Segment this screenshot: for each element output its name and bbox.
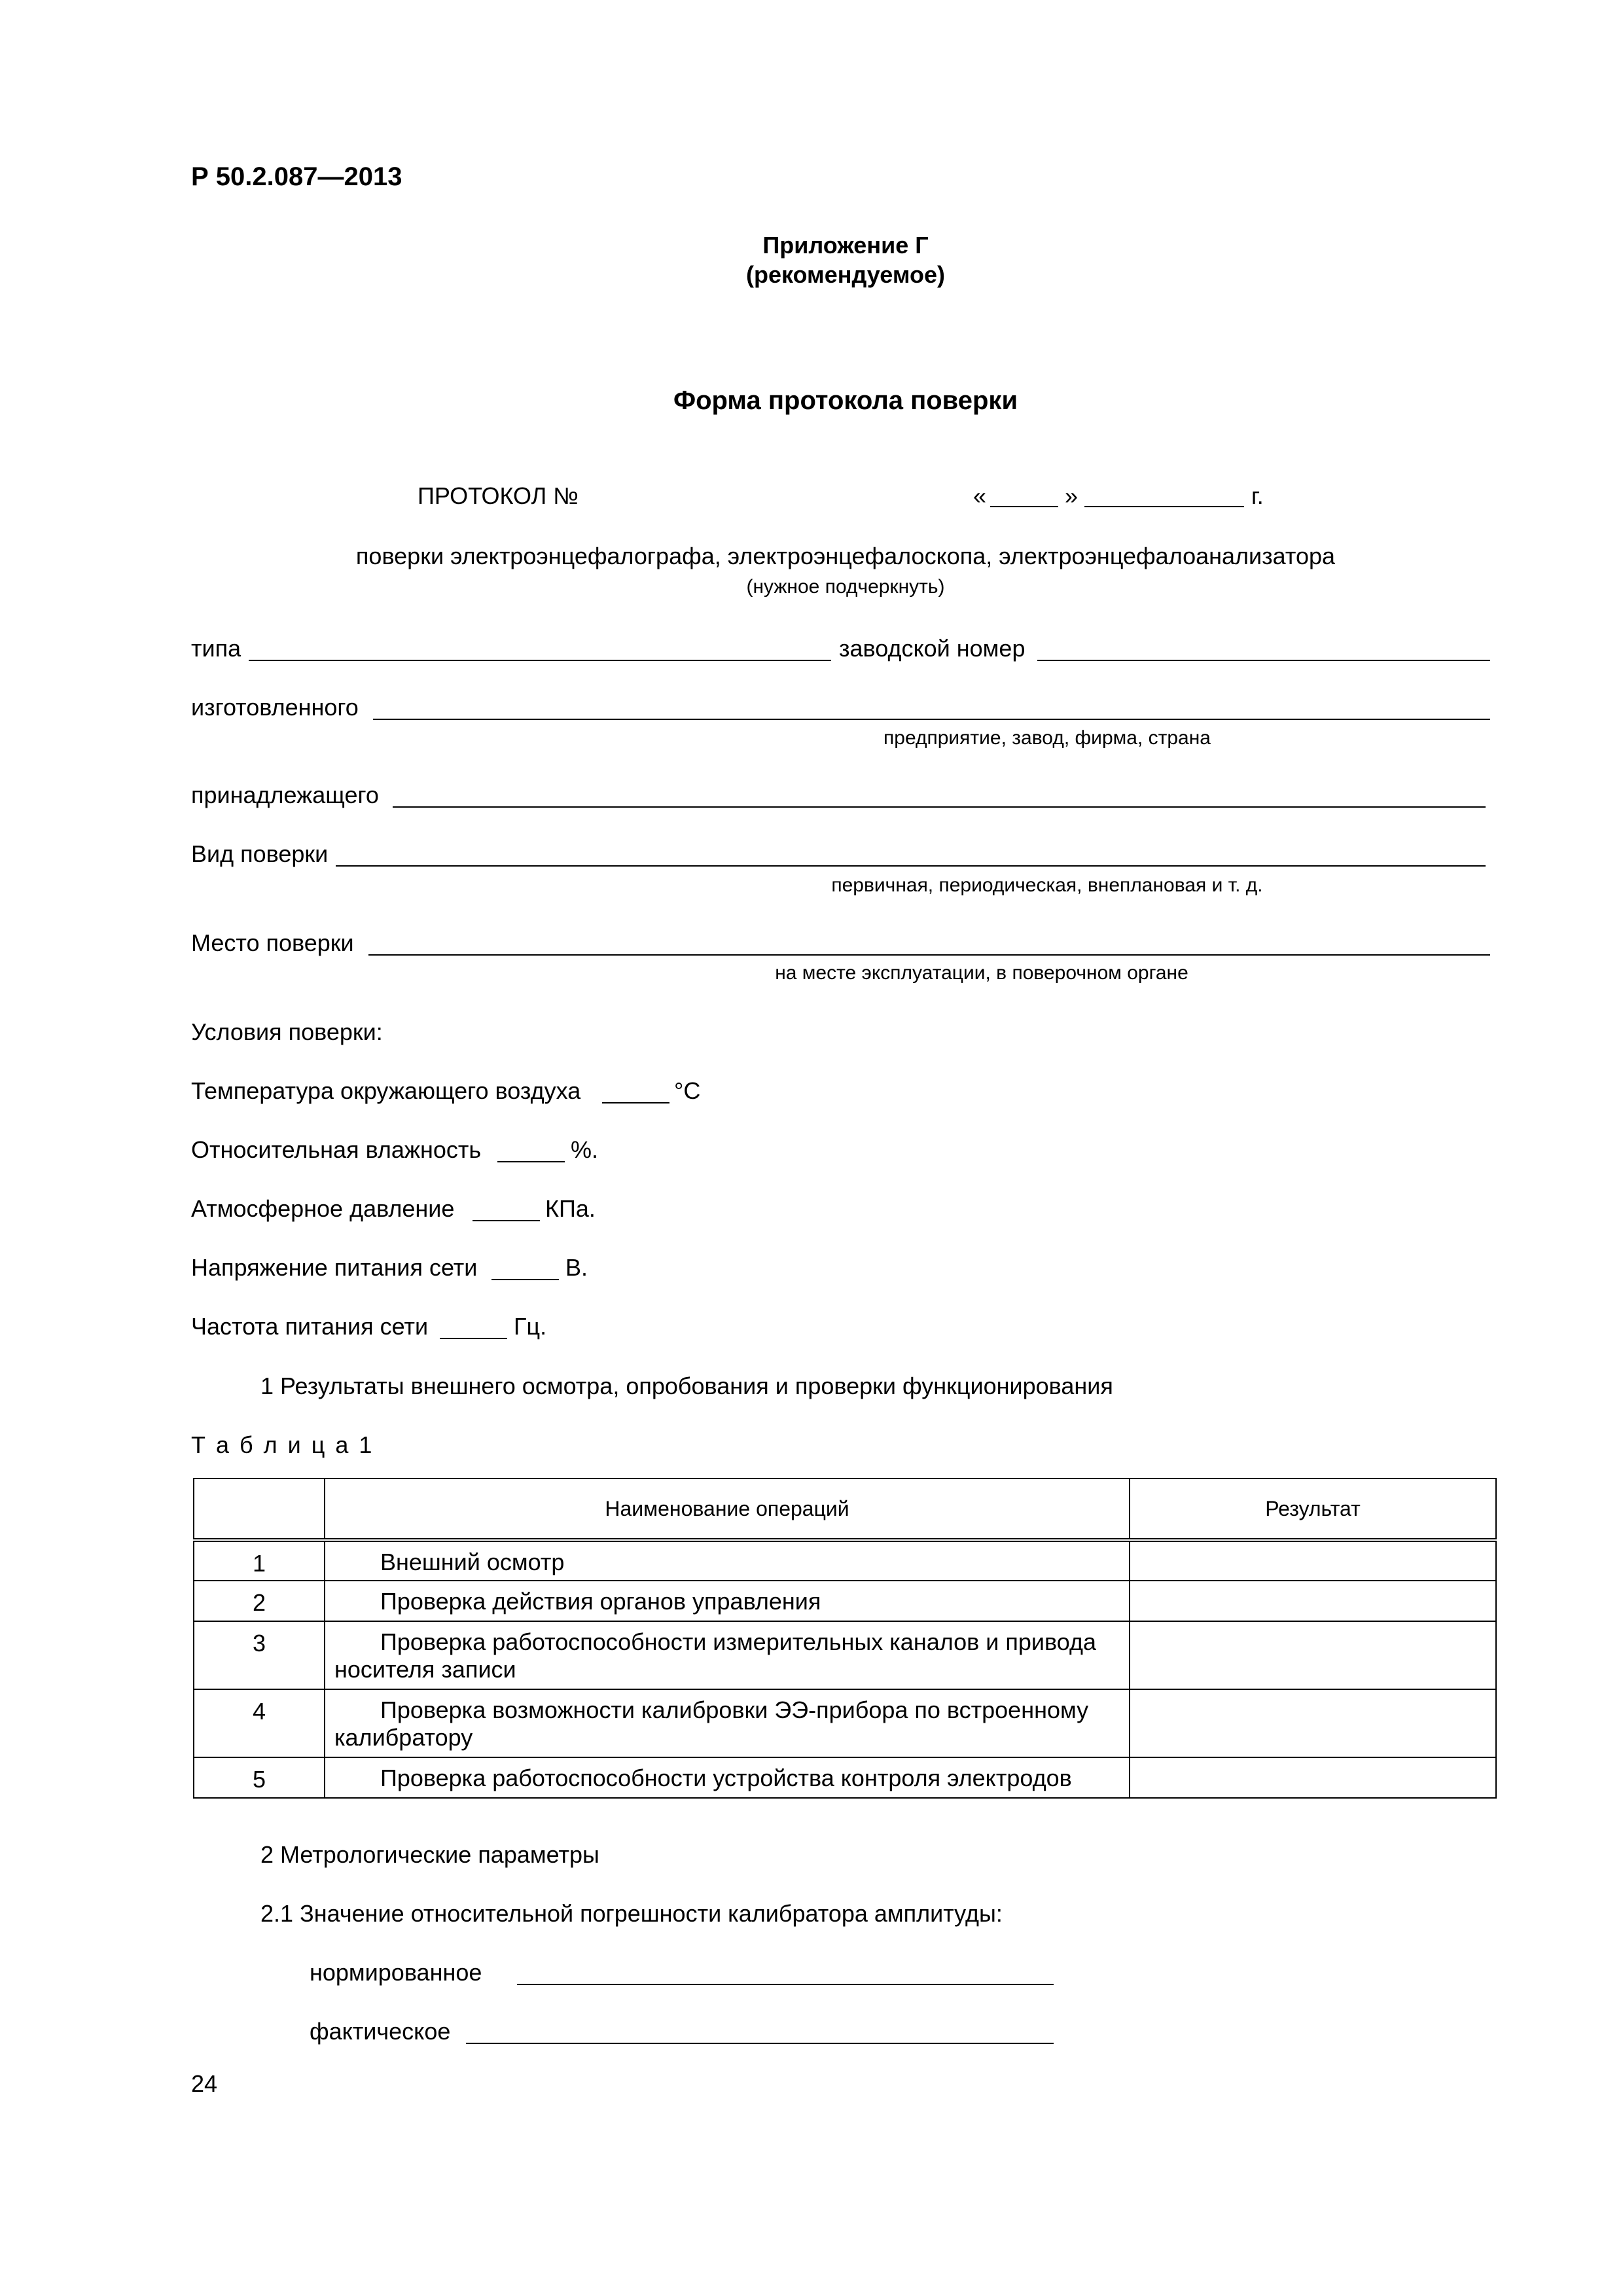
row-operation-text: Внешний осмотр <box>380 1549 565 1575</box>
pressure-label: Атмосферное давление <box>191 1195 455 1222</box>
place-hint: на месте эксплуатации, в поверочном органе <box>775 962 1188 984</box>
serial-line[interactable] <box>1037 660 1490 661</box>
row-operation-continuation: носителя записи <box>334 1656 516 1683</box>
manufactured-line[interactable] <box>373 719 1490 720</box>
date-close-quote: » <box>1065 482 1079 509</box>
place-line[interactable] <box>368 954 1490 956</box>
normalized-line[interactable] <box>517 1984 1054 1985</box>
temperature-line[interactable] <box>602 1102 669 1103</box>
form-title: Форма протокола поверки <box>673 386 1018 415</box>
row-number: 2 <box>194 1581 325 1621</box>
frequency-unit: Гц. <box>514 1313 547 1340</box>
row-result-cell[interactable] <box>1130 1621 1496 1689</box>
place-label: Место поверки <box>191 929 354 956</box>
row-result-cell[interactable] <box>1130 1540 1496 1581</box>
date-year-suffix: г. <box>1251 482 1264 509</box>
temperature-label: Температура окружающего воздуха <box>191 1077 581 1104</box>
conditions-heading: Условия поверки: <box>191 1018 383 1045</box>
row-operation-text: Проверка действия органов управления <box>380 1588 821 1615</box>
header-number <box>194 1479 325 1540</box>
pressure-unit: КПа. <box>545 1195 596 1222</box>
row-operation-text: Проверка возможности калибровки ЭЭ-прибора по встроенному <box>380 1696 1089 1723</box>
table-1-caption: Т а б л и ц а 1 <box>191 1431 374 1458</box>
manufactured-hint: предприятие, завод, фирма, страна <box>883 727 1211 749</box>
actual-line[interactable] <box>466 2043 1054 2044</box>
row-operation <box>325 1621 1130 1689</box>
row-result-cell[interactable] <box>1130 1689 1496 1757</box>
header-operations: Наименование операций <box>325 1479 1130 1540</box>
humidity-line[interactable] <box>497 1161 565 1162</box>
kind-label: Вид поверки <box>191 840 329 867</box>
verification-of-text: поверки электроэнцефалографа, электроэнцефалоскопа, электроэнцефалоанализатора <box>355 543 1336 569</box>
row-number: 3 <box>194 1621 325 1689</box>
humidity-unit: %. <box>571 1136 599 1163</box>
table-row <box>194 1689 1496 1757</box>
section-1-heading: 1 Результаты внешнего осмотра, опробования и проверки функционирования <box>260 1372 1113 1399</box>
row-result-cell[interactable] <box>1130 1757 1496 1798</box>
operations-table <box>193 1478 1497 1799</box>
serial-label: заводской номер <box>839 635 1026 662</box>
row-operation-text: Проверка работоспособности измерительных каналов и привода <box>380 1628 1096 1655</box>
table-row <box>194 1621 1496 1689</box>
appendix-title: Приложение Г <box>762 232 929 259</box>
row-operation-text: Проверка работоспособности устройства контроля электродов <box>380 1765 1072 1791</box>
document-id: Р 50.2.087—2013 <box>191 162 402 191</box>
row-number: 5 <box>194 1757 325 1798</box>
type-label: типа <box>191 635 241 662</box>
type-line[interactable] <box>249 660 831 661</box>
protocol-label: ПРОТОКОЛ № <box>418 482 579 509</box>
owner-line[interactable] <box>393 806 1486 808</box>
table-row <box>194 1757 1496 1798</box>
kind-hint: первичная, периодическая, внеплановая и т. д. <box>831 874 1263 896</box>
humidity-label: Относительная влажность <box>191 1136 482 1163</box>
date-day-line[interactable] <box>990 506 1058 507</box>
row-number: 4 <box>194 1689 325 1757</box>
row-operation-continuation: калибратору <box>334 1724 473 1751</box>
date-month-year-line[interactable] <box>1084 506 1244 507</box>
page-number: 24 <box>191 2070 218 2097</box>
row-number: 1 <box>194 1540 325 1581</box>
table-header-row <box>194 1479 1496 1540</box>
temperature-unit: °C <box>674 1077 701 1104</box>
section-2-heading: 2 Метрологические параметры <box>260 1841 599 1868</box>
manufactured-label: изготовленного <box>191 694 359 721</box>
pressure-line[interactable] <box>473 1220 540 1221</box>
date-open-quote: « <box>973 482 987 509</box>
row-operation <box>325 1757 1130 1798</box>
frequency-line[interactable] <box>440 1338 507 1339</box>
row-result-cell[interactable] <box>1130 1581 1496 1621</box>
row-operation <box>325 1581 1130 1621</box>
voltage-label: Напряжение питания сети <box>191 1254 478 1281</box>
kind-line[interactable] <box>336 865 1486 867</box>
row-operation <box>325 1540 1130 1581</box>
voltage-unit: В. <box>565 1254 588 1281</box>
table-row <box>194 1581 1496 1621</box>
normalized-label: нормированное <box>310 1959 482 1986</box>
actual-label: фактическое <box>310 2018 451 2045</box>
header-result: Результат <box>1130 1479 1496 1540</box>
section-2-1-heading: 2.1 Значение относительной погрешности калибратора амплитуды: <box>260 1900 1003 1927</box>
row-operation <box>325 1689 1130 1757</box>
owner-label: принадлежащего <box>191 781 379 808</box>
frequency-label: Частота питания сети <box>191 1313 429 1340</box>
voltage-line[interactable] <box>491 1279 559 1280</box>
table-row <box>194 1540 1496 1581</box>
underline-hint: (нужное подчеркнуть) <box>746 576 945 598</box>
appendix-subtitle: (рекомендуемое) <box>746 261 945 288</box>
